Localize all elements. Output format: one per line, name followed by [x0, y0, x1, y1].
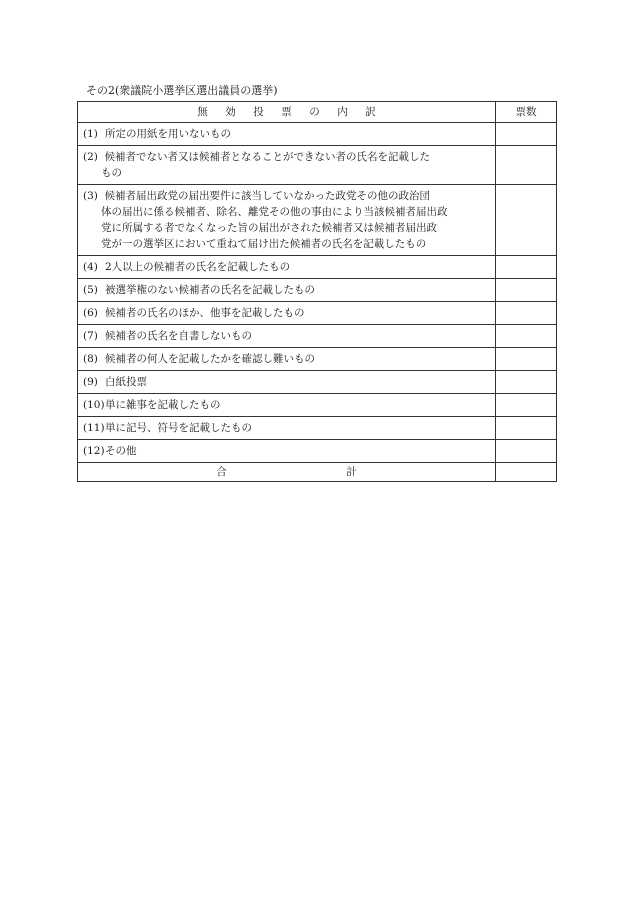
vote-count-cell[interactable]	[496, 146, 557, 185]
item-text: 候補者でない者又は候補者となることができない者の氏名を記載した	[104, 151, 431, 163]
vote-count-cell[interactable]	[496, 394, 557, 417]
description-column-header	[78, 102, 496, 123]
item-text: 2人以上の候補者の氏名を記載したもの	[105, 261, 291, 273]
item-description	[78, 440, 496, 463]
total-label	[78, 463, 496, 482]
table-row	[78, 302, 557, 325]
table-row	[78, 123, 557, 146]
header-char: 投	[253, 106, 264, 118]
table-header-row	[78, 102, 557, 123]
item-text: その他	[105, 445, 137, 457]
item-description	[78, 394, 496, 417]
header-char: 訳	[365, 106, 376, 118]
item-number: (7)	[83, 330, 98, 342]
table-row	[78, 394, 557, 417]
item-number: (4)	[83, 261, 98, 273]
vote-count-cell[interactable]	[496, 440, 557, 463]
item-description	[78, 302, 496, 325]
item-text: 被選挙権のない候補者の氏名を記載したもの	[105, 284, 315, 296]
item-number: (12)	[83, 445, 105, 457]
item-description	[78, 185, 496, 256]
item-text: 候補者の氏名のほか、他事を記載したもの	[105, 307, 305, 319]
item-description	[78, 348, 496, 371]
item-number: (8)	[83, 353, 98, 365]
item-description	[78, 146, 496, 185]
total-char: 合	[216, 466, 227, 478]
item-number: (3)	[83, 190, 98, 202]
total-row	[78, 463, 557, 482]
item-description	[78, 279, 496, 302]
vote-count-cell[interactable]	[496, 123, 557, 146]
vote-count-cell[interactable]	[496, 185, 557, 256]
item-number: (10)	[83, 399, 105, 411]
vote-count-cell[interactable]	[496, 302, 557, 325]
table-row	[78, 417, 557, 440]
item-text: 単に記号、符号を記載したもの	[105, 422, 252, 434]
header-char: 内	[337, 106, 348, 118]
item-number: (11)	[83, 422, 105, 434]
item-description	[78, 371, 496, 394]
item-number: (6)	[83, 307, 98, 319]
table-row	[78, 256, 557, 279]
total-char: 計	[346, 466, 357, 478]
item-text-continued: もの	[101, 167, 122, 179]
item-text: 所定の用紙を用いないもの	[105, 128, 231, 140]
header-char: 無	[197, 106, 208, 118]
item-text: 候補者の何人を記載したかを確認し難いもの	[105, 353, 315, 365]
table-row	[78, 185, 557, 256]
item-description	[78, 417, 496, 440]
item-description	[78, 123, 496, 146]
table-row	[78, 440, 557, 463]
item-text: 候補者届出政党の届出要件に該当していなかった政党その他の政治団	[104, 190, 431, 202]
vote-count-cell[interactable]	[496, 417, 557, 440]
header-char: 効	[225, 106, 236, 118]
vote-count-cell[interactable]	[496, 325, 557, 348]
table-row	[78, 279, 557, 302]
item-text-continued: 党に所属する者でなくなった旨の届出がされた候補者又は候補者届出政	[101, 222, 437, 234]
item-number: (2)	[83, 151, 98, 163]
table-row	[78, 348, 557, 371]
item-number: (1)	[83, 128, 98, 140]
form-caption: その2(衆議院小選挙区選出議員の選挙)	[86, 84, 278, 97]
header-char: 票	[281, 106, 292, 118]
total-count-cell[interactable]	[496, 463, 557, 482]
item-number: (9)	[83, 376, 98, 388]
item-number: (5)	[83, 284, 98, 296]
item-text: 白紙投票	[105, 376, 147, 388]
table-row	[78, 371, 557, 394]
vote-count-cell[interactable]	[496, 371, 557, 394]
item-description	[78, 256, 496, 279]
vote-count-cell[interactable]	[496, 348, 557, 371]
item-text-continued: 党が一の選挙区において重ねて届け出た候補者の氏名を記載したもの	[101, 238, 427, 250]
count-column-header: 票数	[496, 102, 557, 123]
item-text-continued: 体の届出に係る候補者、除名、離党その他の事由により当該候補者届出政	[101, 206, 448, 218]
header-char: の	[309, 106, 320, 118]
invalid-votes-table	[77, 101, 557, 482]
table-row	[78, 146, 557, 185]
vote-count-cell[interactable]	[496, 279, 557, 302]
vote-count-cell[interactable]	[496, 256, 557, 279]
table-row	[78, 325, 557, 348]
item-text: 候補者の氏名を自書しないもの	[105, 330, 252, 342]
item-text: 単に雑事を記載したもの	[105, 399, 221, 411]
item-description	[78, 325, 496, 348]
